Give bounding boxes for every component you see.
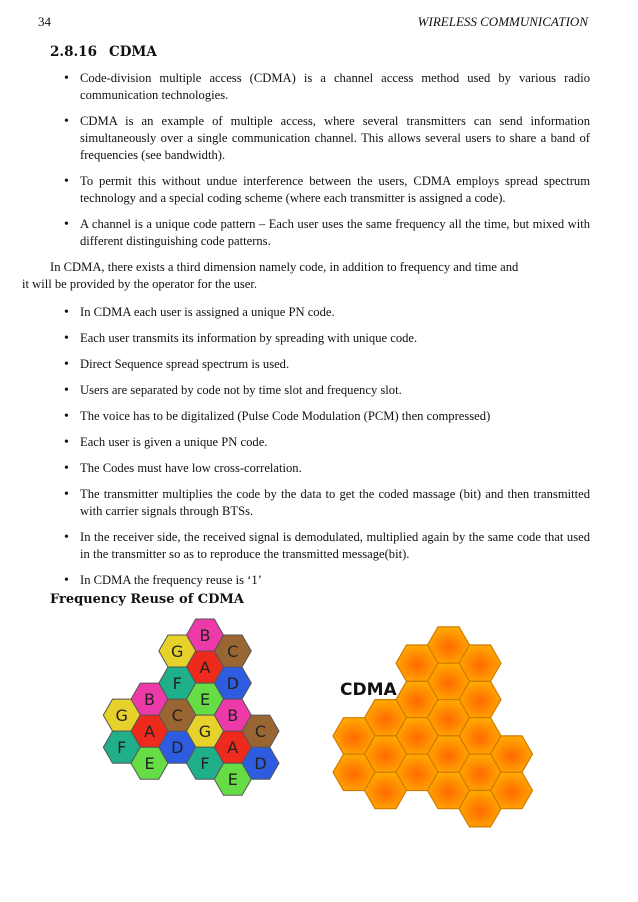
bullet-list-intro xyxy=(0,70,638,250)
list-item: • In CDMA the frequency reuse is ‘1’ xyxy=(0,572,638,589)
cdma-cells-diagram xyxy=(333,627,533,827)
paragraph-line: In CDMA, there exists a third dimension namely code, in addition to frequency and time and xyxy=(50,260,519,274)
list-item: • In the receiver side, the received signal is demodulated, multiplied again by the same code that used in the transmitter so as to reproduce the transmitted message(bit). xyxy=(0,529,638,563)
list-item: • Users are separated by code not by time slot and frequency slot. xyxy=(0,382,638,399)
hex-cell-label: G xyxy=(171,642,184,662)
hex-cell-label: B xyxy=(144,690,155,710)
figure-heading: Frequency Reuse of CDMA xyxy=(50,592,244,607)
hex-cell-label: C xyxy=(254,722,267,742)
hex-cell-label: G xyxy=(198,722,212,742)
hex-cell-label: E xyxy=(227,770,238,790)
hex-cell-label: A xyxy=(199,658,211,678)
list-item: • Code-division multiple access (CDMA) is a channel access method used by various radio communication technologies. xyxy=(0,70,638,104)
list-item: • CDMA is an example of multiple access, where several transmitters can send information simultaneously over a single communication channel. This allows several users to share a band of frequencies (see bandwidth). xyxy=(0,113,638,164)
list-item: • The transmitter multiplies the code by the data to get the coded massage (bit) and then transmitted with carrier signals through BTSs. xyxy=(0,486,638,520)
section-heading xyxy=(50,44,157,60)
list-item: • To permit this without undue interference between the users, CDMA employs spread spectrum technology and a special coding scheme (where each transmitter is assigned a code). xyxy=(0,173,638,207)
hex-diagram xyxy=(100,615,540,845)
hex-cell-label: E xyxy=(199,690,211,710)
hex-cell-label: D xyxy=(254,754,267,774)
hex-cell-label: B xyxy=(227,706,239,726)
section-number: 2.8.16 xyxy=(50,44,97,60)
hex-cell-label: C xyxy=(227,642,239,662)
list-item: • The Codes must have low cross-correlation. xyxy=(0,460,638,477)
running-title: WIRELESS COMMUNICATION xyxy=(417,14,588,29)
hex-cell-label: D xyxy=(226,674,239,694)
paragraph-line: it will be provided by the operator for the user. xyxy=(22,277,258,291)
cdma-label: CDMA xyxy=(340,680,397,700)
hex-cell-label: E xyxy=(144,754,155,774)
hex-cell-label: B xyxy=(199,626,211,645)
page-header xyxy=(38,14,588,32)
reuse-cluster-diagram xyxy=(103,619,279,795)
list-item: • A channel is a unique code pattern – Each user uses the same frequency all the time, but mixed with different distinguishing code patterns. xyxy=(0,216,638,250)
bullet-list-details xyxy=(0,304,638,589)
hex-cell-label: G xyxy=(115,706,128,726)
hex-cell-label: A xyxy=(227,738,239,758)
page-number: 34 xyxy=(38,14,51,29)
list-item: • Each user transmits its information by spreading with unique code. xyxy=(0,330,638,347)
list-item: • Each user is given a unique PN code. xyxy=(0,434,638,451)
body-content xyxy=(0,70,638,598)
hex-cell-label: A xyxy=(144,722,155,742)
hex-cell-label: C xyxy=(171,706,183,726)
section-title: CDMA xyxy=(108,44,157,60)
body-paragraph xyxy=(0,259,638,293)
list-item: • The voice has to be digitalized (Pulse Code Modulation (PCM) then compressed) xyxy=(0,408,638,425)
hex-cell-label: F xyxy=(200,754,210,774)
list-item: • In CDMA each user is assigned a unique PN code. xyxy=(0,304,638,321)
hex-cell-label: F xyxy=(117,738,127,758)
hex-cell-label: D xyxy=(171,738,184,758)
frequency-reuse-figure xyxy=(100,615,540,845)
hex-cell-label: F xyxy=(172,674,182,694)
list-item: • Direct Sequence spread spectrum is used. xyxy=(0,356,638,373)
